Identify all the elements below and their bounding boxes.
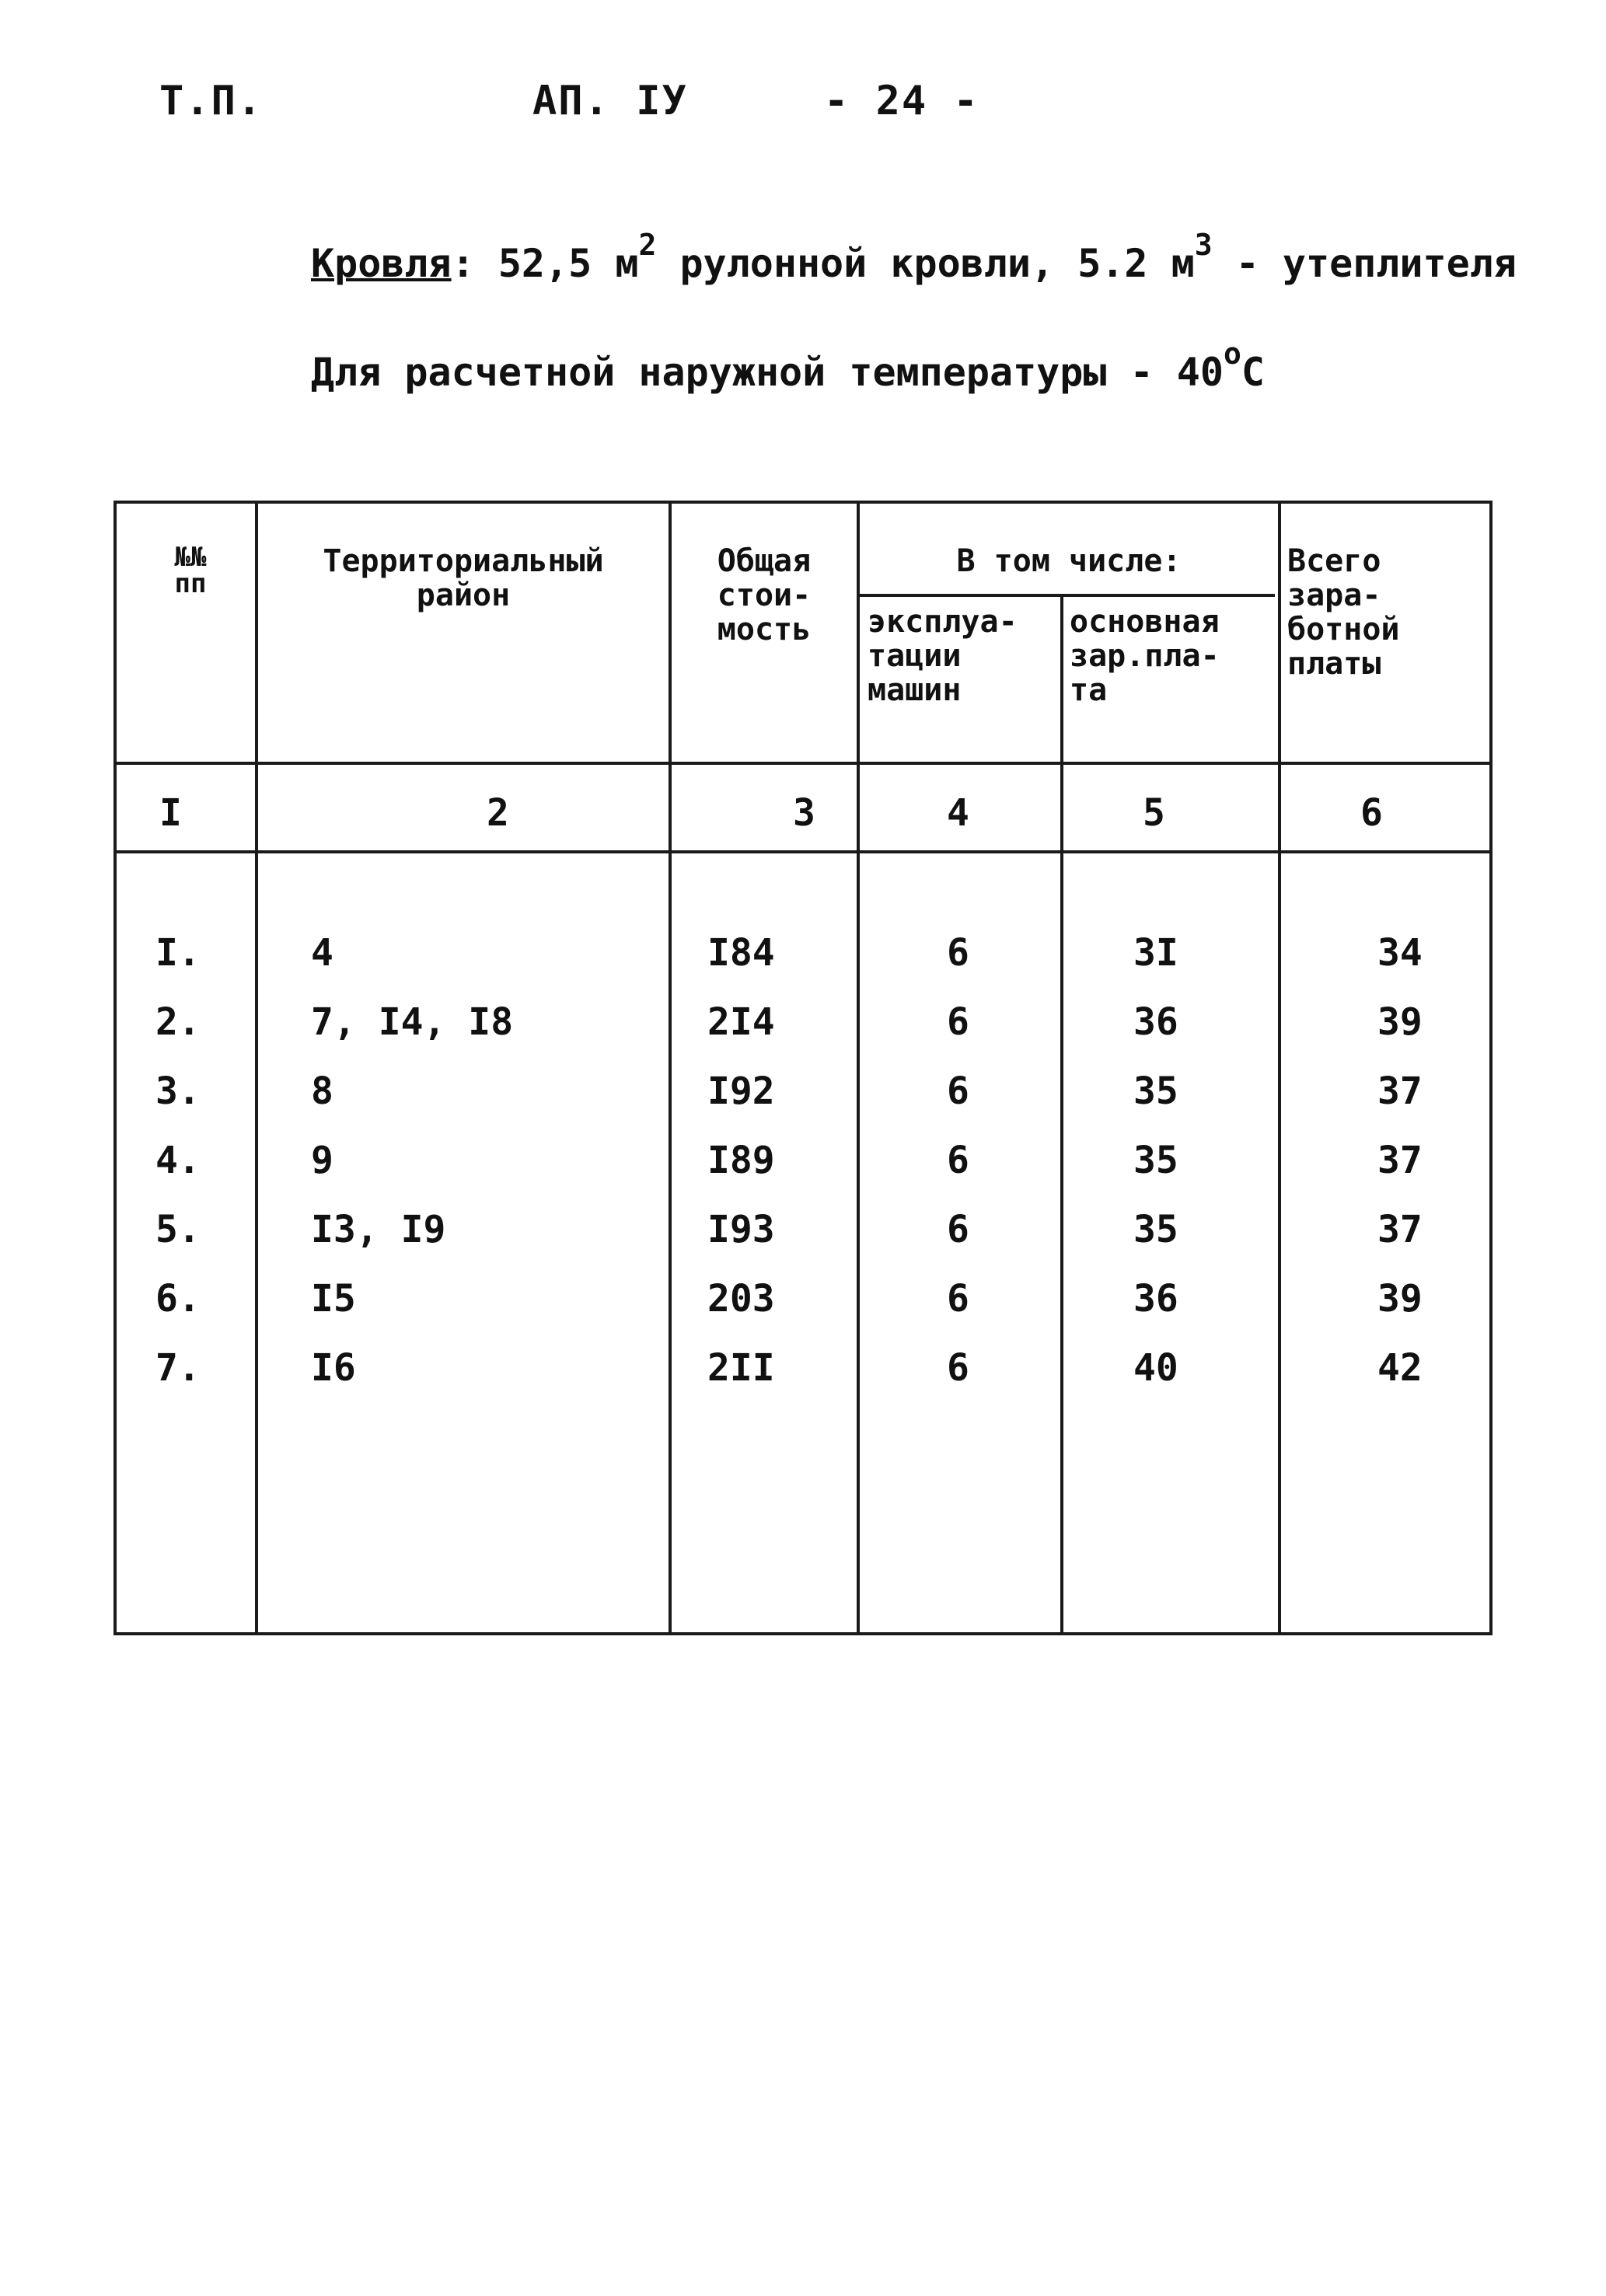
row-wage: 35	[1133, 1069, 1178, 1113]
row-district: I3, I9	[311, 1208, 446, 1251]
row-number: 5.	[155, 1208, 201, 1251]
column-number: 6	[1360, 791, 1383, 835]
column-number: I	[159, 791, 182, 835]
row-district: 8	[311, 1069, 333, 1113]
temperature-note	[311, 337, 1265, 395]
row-all-wage: 37	[1377, 1069, 1423, 1113]
row-number: 4.	[155, 1139, 201, 1182]
row-machines: 6	[947, 1346, 969, 1390]
roof-sup-a: 2	[638, 228, 657, 262]
album-number: АП. ІУ	[532, 78, 688, 124]
header-including: В том числе:	[956, 543, 1182, 579]
temperature-degree: о	[1224, 337, 1241, 371]
temperature-unit: С	[1241, 350, 1265, 395]
row-total: 2II	[707, 1346, 775, 1390]
column-number: 3	[793, 791, 815, 835]
doc-code: Т.П.	[159, 78, 264, 124]
roof-description	[311, 228, 1517, 286]
row-machines: 6	[947, 1000, 969, 1044]
row-number: 7.	[155, 1346, 201, 1390]
header-total-wage: Всего зара- ботной платы	[1287, 543, 1400, 682]
row-all-wage: 34	[1377, 931, 1423, 975]
row-total: 2I4	[707, 1000, 775, 1044]
row-all-wage: 37	[1377, 1139, 1423, 1182]
row-all-wage: 39	[1377, 1000, 1423, 1044]
header-base-wage: основная зар.пла- та	[1070, 604, 1220, 708]
table-row	[117, 1069, 1489, 1139]
column-number: 2	[487, 791, 509, 835]
table-row	[117, 1000, 1489, 1069]
row-machines: 6	[947, 931, 969, 975]
row-district: I6	[311, 1346, 356, 1390]
header-district: Территориальный район	[323, 543, 604, 613]
table-row	[117, 1346, 1489, 1415]
table-row	[117, 1208, 1489, 1277]
row-machines: 6	[947, 1069, 969, 1113]
header-total-cost: Общая стои- мость	[717, 543, 812, 647]
page-number: - 24 -	[824, 78, 979, 124]
row-district: I5	[311, 1277, 356, 1321]
column-number: 5	[1143, 791, 1165, 835]
header-number: №№ пп	[174, 542, 207, 599]
row-wage: 36	[1133, 1277, 1178, 1321]
temperature-text: Для расчетной наружной температуры - 40	[311, 350, 1224, 395]
row-wage: 35	[1133, 1208, 1178, 1251]
table-row	[117, 1139, 1489, 1208]
row-number: 6.	[155, 1277, 201, 1321]
row-total: 203	[707, 1277, 775, 1321]
row-number: 2.	[155, 1000, 201, 1044]
roof-text-a: : 52,5 м	[451, 241, 639, 286]
row-machines: 6	[947, 1208, 969, 1251]
column-number: 4	[947, 791, 969, 835]
row-all-wage: 42	[1377, 1346, 1423, 1390]
row-total: I89	[707, 1139, 775, 1182]
table-row	[117, 931, 1489, 1000]
row-district: 9	[311, 1139, 333, 1182]
header-machine-operation: эксплуа- тации машин	[868, 604, 1018, 708]
row-total: I92	[707, 1069, 775, 1113]
header-divider	[117, 762, 1489, 765]
cost-table	[113, 501, 1493, 1635]
row-wage: 40	[1133, 1346, 1178, 1390]
row-all-wage: 39	[1377, 1277, 1423, 1321]
row-all-wage: 37	[1377, 1208, 1423, 1251]
numbers-divider	[117, 850, 1489, 853]
row-district: 4	[311, 931, 333, 975]
row-district: 7, I4, I8	[311, 1000, 514, 1044]
roof-text-c: - утеплителя	[1212, 241, 1517, 286]
row-wage: 35	[1133, 1139, 1178, 1182]
row-machines: 6	[947, 1139, 969, 1182]
group-divider	[860, 594, 1275, 597]
row-wage: 36	[1133, 1000, 1178, 1044]
row-machines: 6	[947, 1277, 969, 1321]
roof-text-b: рулонной кровли, 5.2 м	[656, 241, 1195, 286]
row-wage: 3I	[1133, 931, 1178, 975]
row-total: I93	[707, 1208, 775, 1251]
row-number: 3.	[155, 1069, 201, 1113]
row-number: I.	[155, 931, 201, 975]
roof-sup-b: 3	[1194, 228, 1213, 262]
row-total: I84	[707, 931, 775, 975]
roof-label: Кровля	[311, 241, 452, 286]
table-row	[117, 1277, 1489, 1346]
